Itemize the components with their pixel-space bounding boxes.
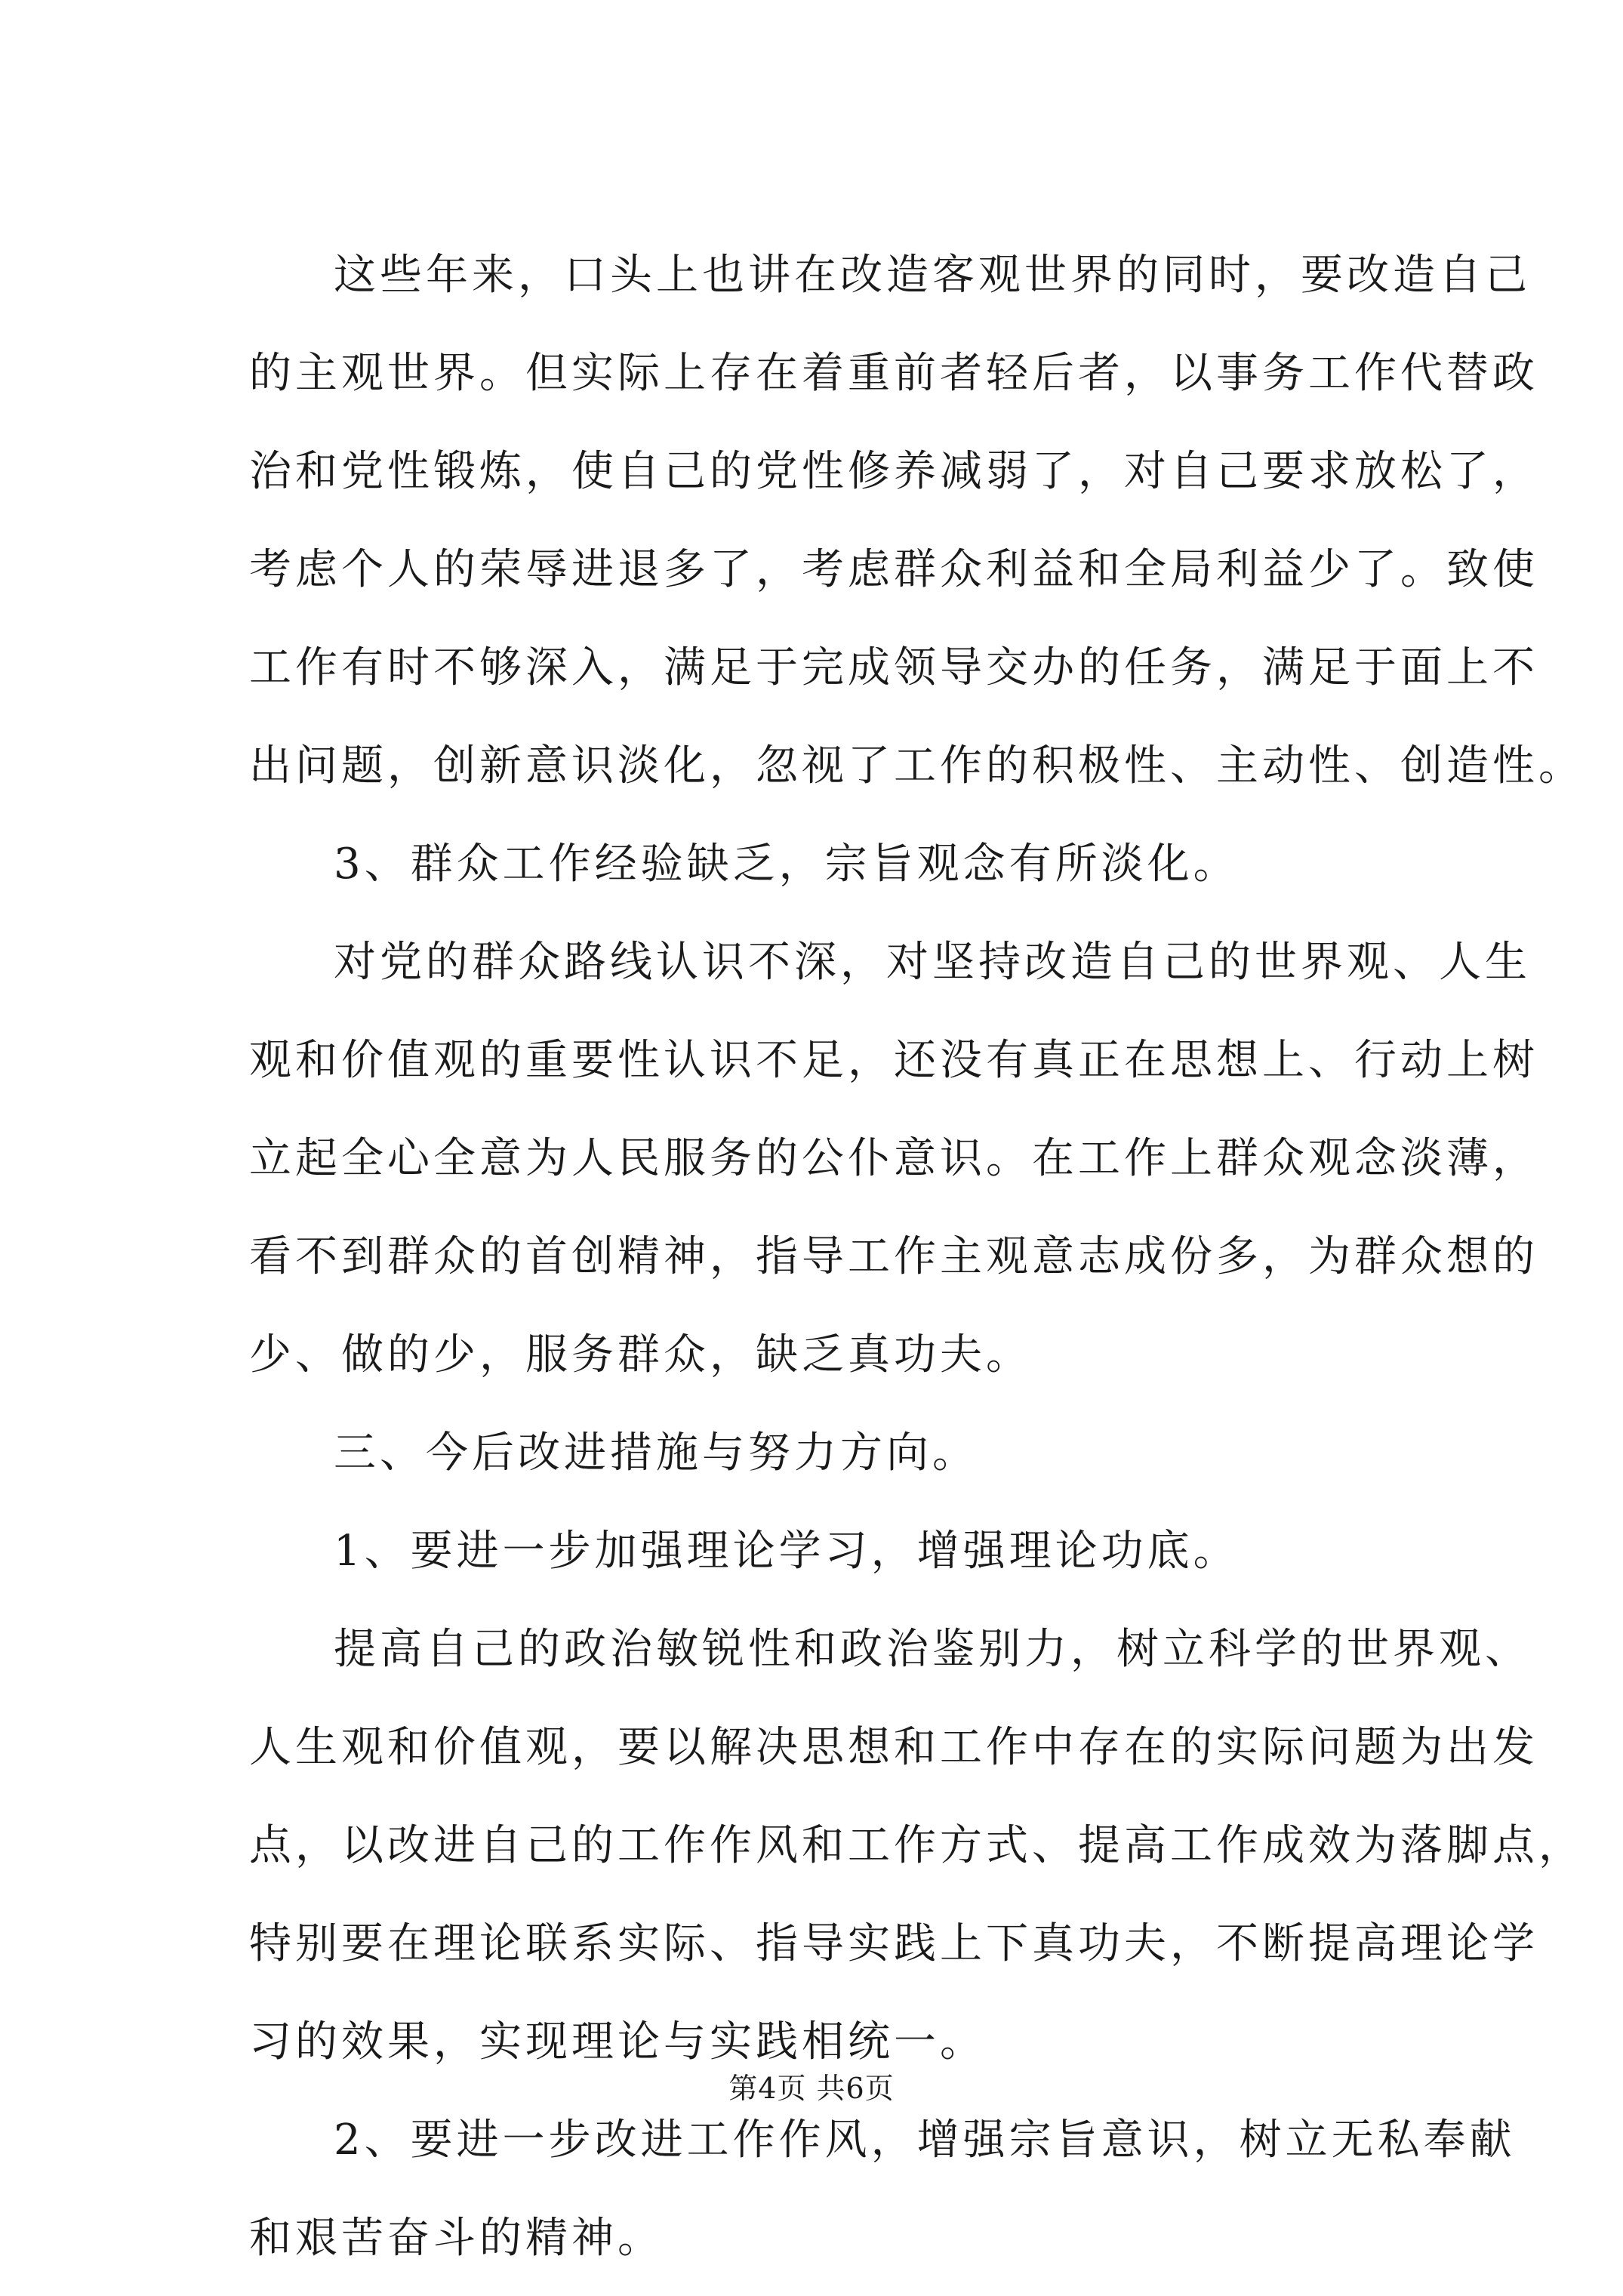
paragraph-line: 工作有时不够深入，满足于完成领导交办的任务，满足于面上不 [249,643,1538,692]
paragraph-line: 点，以改进自己的工作作风和工作方式、提高工作成效为落脚点， [249,1821,1585,1870]
section-heading: 1、要进一步加强理论学习，增强理论功底。 [334,1527,1240,1576]
paragraph-line: 人生观和价值观，要以解决思想和工作中存在的实际问题为出发 [249,1723,1538,1772]
paragraph-line: 对党的群众路线认识不深，对坚持改造自己的世界观、人生 [334,938,1531,987]
paragraph-line: 治和党性锻炼，使自己的党性修养减弱了，对自己要求放松了， [249,447,1538,496]
paragraph-line: 观和价值观的重要性认识不足，还没有真正在思想上、行动上树 [249,1036,1538,1085]
paragraph-line: 的主观世界。但实际上存在着重前者轻后者，以事务工作代替政 [249,349,1538,398]
paragraph-line: 少、做的少，服务群众，缺乏真功夫。 [249,1330,1032,1379]
paragraph-line: 提高自己的政治敏锐性和政治鉴别力，树立科学的世界观、 [334,1625,1531,1674]
paragraph-line: 考虑个人的荣辱进退多了，考虑群众利益和全局利益少了。致使 [249,545,1538,594]
section-heading: 2、要进一步改进工作作风，增强宗旨意识，树立无私奉献 [334,2116,1516,2165]
paragraph-line: 习的效果，实现理论与实践相统一。 [249,2017,986,2066]
section-heading: 三、今后改进措施与努力方向。 [334,1428,978,1478]
paragraph-line: 看不到群众的首创精神，指导工作主观意志成份多，为群众想的 [249,1232,1538,1281]
paragraph-line: 特别要在理论联系实际、指导实践上下真功夫，不断提高理论学 [249,1919,1538,1968]
paragraph-line: 立起全心全意为人民服务的公仆意识。在工作上群众观念淡薄， [249,1134,1538,1183]
paragraph-line: 出问题，创新意识淡化，忽视了工作的积极性、主动性、创造性。 [249,741,1585,791]
section-heading: 3、群众工作经验缺乏，宗旨观念有所淡化。 [334,840,1240,889]
paragraph-line: 这些年来，口头上也讲在改造客观世界的同时，要改造自己 [334,251,1531,300]
paragraph-line: 和艰苦奋斗的精神。 [249,2214,664,2263]
page-number-footer: 第4页 共6页 [728,2072,895,2105]
document-body [249,227,1585,2288]
